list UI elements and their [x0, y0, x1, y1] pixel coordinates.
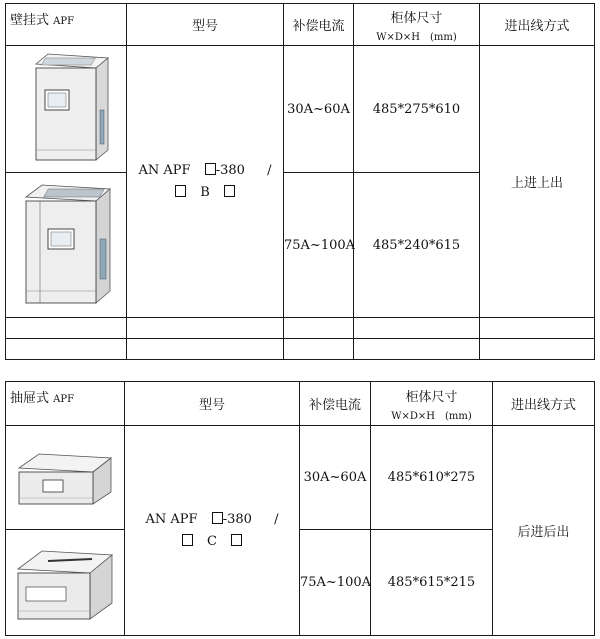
empty-cell — [480, 339, 595, 360]
drawer-unit-small-image — [13, 448, 117, 508]
model-letter: C — [207, 533, 217, 549]
header-model: 型号 — [125, 382, 300, 426]
empty-cell — [284, 339, 354, 360]
product-image-cell — [6, 46, 127, 173]
model-suffix: -380 — [222, 511, 252, 527]
header-wiring: 进出线方式 — [493, 382, 595, 426]
wiring-cell: 上进上出 — [480, 46, 595, 318]
model-line-2 — [125, 531, 299, 553]
product-image-cell — [6, 173, 127, 318]
size-cell: 485*275*610 — [354, 46, 480, 173]
size-cell: 485*615*215 — [371, 530, 493, 636]
size-cell: 485*240*615 — [354, 173, 480, 318]
drawer-unit-large-image — [12, 543, 118, 623]
header-model: 型号 — [127, 4, 284, 46]
category-cell — [6, 382, 125, 426]
header-size-unit: W×D×H (mm) — [391, 410, 472, 422]
model-slash: / — [267, 162, 272, 178]
current-cell: 30A~60A — [300, 426, 371, 530]
wiring-cell: 后进后出 — [493, 426, 595, 636]
model-letter: B — [200, 184, 210, 200]
placeholder-box — [182, 534, 193, 546]
empty-cell — [354, 339, 480, 360]
header-current: 补偿电流 — [300, 382, 371, 426]
empty-cell — [6, 318, 127, 339]
empty-cell — [354, 318, 480, 339]
model-prefix: AN APF — [145, 511, 198, 527]
wall-cabinet-large-image — [16, 179, 116, 311]
empty-cell — [6, 339, 127, 360]
drawer-apf-table — [5, 381, 595, 636]
category-cell — [6, 4, 127, 46]
product-image-cell — [6, 426, 125, 530]
current-cell: 30A~60A — [284, 46, 354, 173]
model-prefix: AN APF — [138, 162, 191, 178]
placeholder-box — [205, 163, 216, 175]
model-suffix: -380 — [215, 162, 245, 178]
size-cell: 485*610*275 — [371, 426, 493, 530]
header-wiring: 进出线方式 — [480, 4, 595, 46]
model-line-1 — [125, 509, 299, 531]
empty-cell — [127, 339, 284, 360]
placeholder-box — [175, 185, 186, 197]
empty-cell — [480, 318, 595, 339]
header-current: 补偿电流 — [284, 4, 354, 46]
category-label-en: APF — [53, 394, 75, 405]
header-size-unit: W×D×H (mm) — [376, 31, 457, 43]
model-cell — [127, 46, 284, 318]
wall-cabinet-small-image — [18, 50, 114, 168]
model-line-2 — [127, 182, 283, 204]
current-cell: 75A~100A — [284, 173, 354, 318]
current-cell: 75A~100A — [300, 530, 371, 636]
model-cell — [125, 426, 300, 636]
empty-cell — [284, 318, 354, 339]
category-label: 抽屉式 — [10, 391, 50, 406]
placeholder-box — [231, 534, 242, 546]
header-size-label: 柜体尺寸 — [405, 389, 458, 405]
category-label: 壁挂式 — [10, 13, 50, 28]
empty-cell — [127, 318, 284, 339]
product-image-cell — [6, 530, 125, 636]
header-size-label: 柜体尺寸 — [390, 10, 443, 26]
header-size — [371, 382, 493, 426]
model-line-1 — [127, 160, 283, 182]
placeholder-box — [224, 185, 235, 197]
wall-apf-table — [5, 3, 595, 360]
header-size — [354, 4, 480, 46]
placeholder-box — [212, 512, 223, 524]
model-slash: / — [274, 511, 279, 527]
category-label-en: APF — [53, 16, 75, 27]
